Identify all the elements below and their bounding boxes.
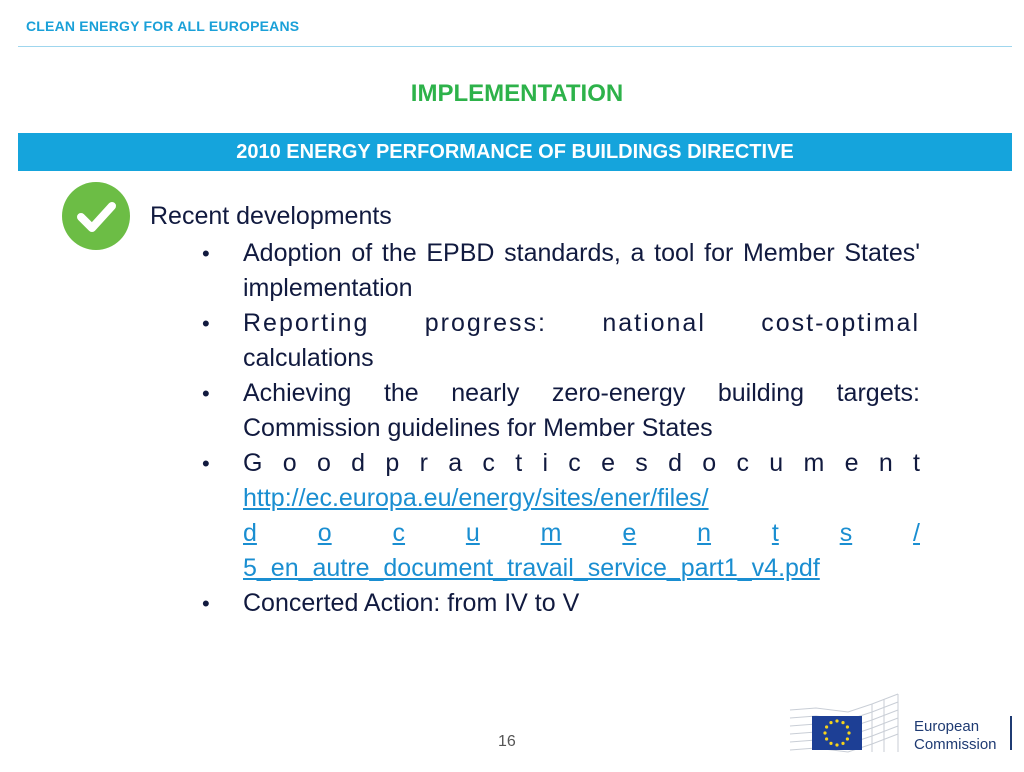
letter: d	[351, 449, 366, 477]
bullet-dot: •	[202, 241, 210, 266]
list-item	[200, 586, 920, 621]
letter: G	[243, 449, 263, 477]
letter: r	[419, 449, 428, 477]
letter: a	[448, 449, 463, 477]
list-item	[200, 306, 920, 376]
bullet-word: national	[602, 309, 706, 337]
bullet-text: calculations	[243, 344, 374, 372]
letter: n	[697, 519, 712, 547]
letter: u	[769, 449, 784, 477]
letter: c	[392, 519, 406, 547]
letter: m	[803, 449, 825, 477]
section-title: IMPLEMENTATION	[410, 80, 624, 107]
bullet-word: Reporting	[243, 309, 370, 337]
list-item	[200, 376, 920, 446]
letter: c	[482, 449, 495, 477]
letter: s	[635, 449, 648, 477]
letter: e	[622, 519, 637, 547]
directive-banner	[18, 133, 1012, 171]
bullet-dot: •	[202, 451, 210, 476]
letter: t	[913, 449, 920, 477]
letter: p	[385, 449, 400, 477]
letter: t	[515, 449, 523, 477]
letter: u	[465, 519, 480, 547]
document-link-spread[interactable]	[243, 516, 920, 551]
directive-banner-label: 2010 ENERGY PERFORMANCE OF BUILDINGS DIRECTIVE	[236, 140, 794, 163]
bullet-dot: •	[202, 381, 210, 406]
list-item	[200, 446, 920, 586]
letter: e	[844, 449, 859, 477]
letter: n	[878, 449, 893, 477]
bullet-dot: •	[202, 311, 210, 336]
letter: m	[540, 519, 562, 547]
letter: o	[702, 449, 717, 477]
bullet-text: Achieving the nearly zero-energy building targets: Commission guidelines for Member States	[243, 379, 920, 442]
ec-logo-line: European	[914, 718, 980, 735]
header-divider	[18, 46, 1012, 47]
bullet-list	[200, 236, 920, 621]
letter: i	[542, 449, 548, 477]
letter: d	[668, 449, 682, 477]
document-link-file[interactable]	[243, 551, 920, 586]
page-number: 16	[498, 733, 516, 750]
letter: t	[771, 519, 779, 547]
document-link[interactable]	[243, 481, 920, 516]
ec-logo-bar	[1010, 716, 1012, 750]
ec-logo-text	[914, 718, 997, 754]
letter: c	[736, 449, 749, 477]
list-item	[200, 236, 920, 306]
letter: o	[316, 449, 331, 477]
ec-logo-line: Commission	[914, 736, 997, 753]
bullet-word: cost-optimal	[761, 309, 920, 337]
good-practices-label	[243, 446, 920, 481]
bullet-wide-line	[243, 306, 920, 341]
letter: d	[243, 519, 257, 547]
check-circle-icon	[62, 182, 130, 250]
letter: o	[317, 519, 332, 547]
bullet-word: progress:	[424, 309, 547, 337]
bullet-text: Concerted Action: from IV to V	[243, 589, 580, 617]
letter: e	[601, 449, 615, 477]
document-link-part: 5_en_autre_document_travail_service_part1_v4.pdf	[243, 554, 820, 582]
letter: c	[568, 449, 581, 477]
document-link-part: http://ec.europa.eu/energy/sites/ener/files/	[243, 484, 709, 512]
letter: s	[839, 519, 853, 547]
bullet-dot: •	[202, 591, 210, 616]
letter: o	[282, 449, 297, 477]
letter: /	[913, 519, 920, 547]
content-heading: Recent developments	[150, 202, 392, 230]
deck-title: CLEAN ENERGY FOR ALL EUROPEANS	[26, 18, 300, 34]
bullet-text: Adoption of the EPBD standards, a tool for Member States' implementation	[243, 239, 920, 302]
